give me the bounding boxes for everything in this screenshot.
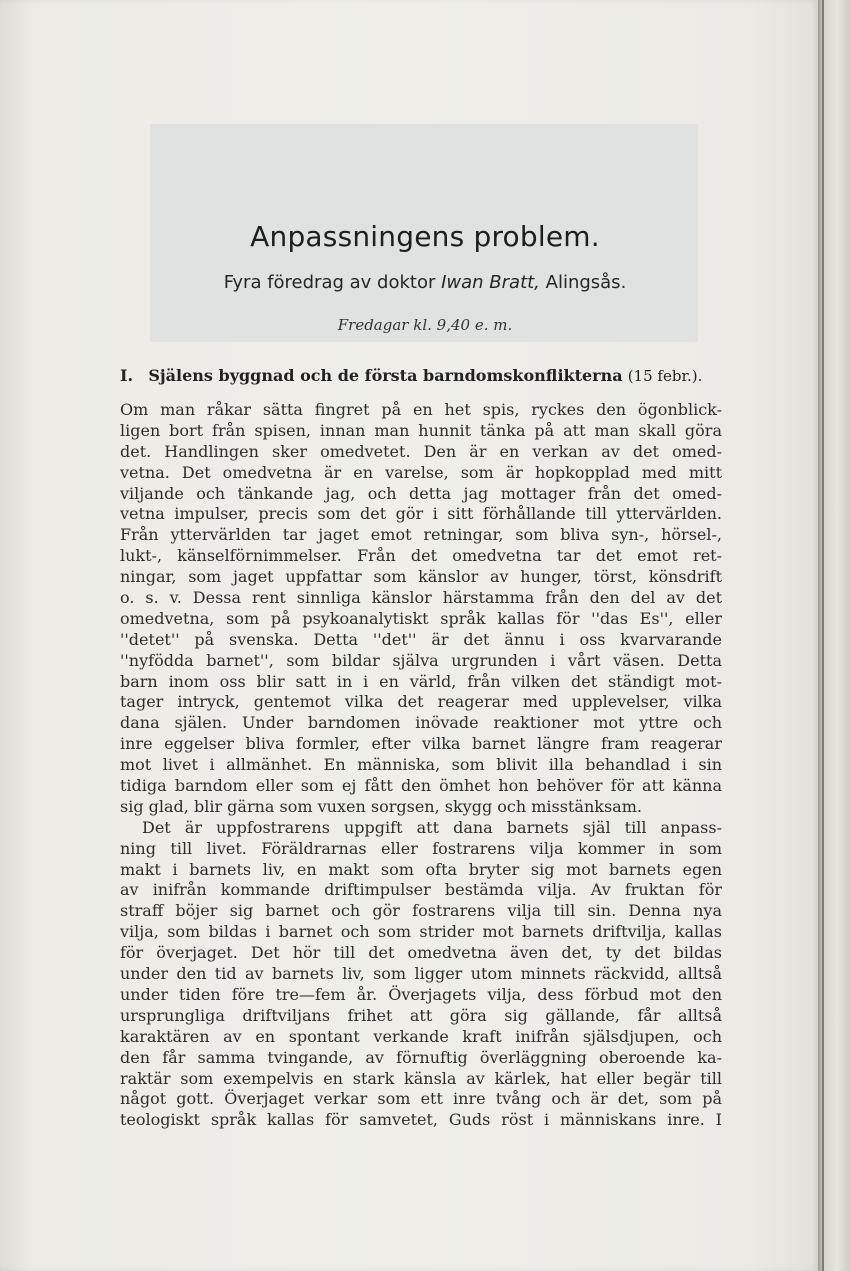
text-line: av inifrån kommande driftimpulser bestämda vilja. Av fruktan för — [120, 880, 722, 900]
text-line: tager intryck, gentemot vilka det reagerar med upplevelser, vilka — [120, 692, 722, 712]
text-line: mot livet i allmänhet. En människa, som blivit illa behandlad i sin — [120, 755, 722, 775]
text-line: o. s. v. Dessa rent sinnliga känslor härstamma från den del av det — [120, 588, 722, 608]
text-line: viljande och tänkande jag, och detta jag mottager från det omed- — [120, 483, 722, 503]
text-line: den får samma tvingande, av förnuftig överläggning oberoende ka- — [120, 1047, 722, 1067]
text-line: för överjaget. Det hör till det omedvetna även det, ty det bildas — [120, 943, 722, 963]
text-line: lukt-, känselförnimmelser. Från det omedvetna tar det emot ret- — [120, 546, 722, 566]
text-line: straff böjer sig barnet och gör fostrarens vilja till sin. Denna nya — [120, 901, 722, 921]
text-line: sig glad, blir gärna som vuxen sorgsen, skygg och misstänksam. — [120, 796, 642, 816]
section-heading — [120, 366, 730, 385]
text-line: Om man råkar sätta fingret på en het spis, ryckes den ögonblick- — [120, 400, 722, 419]
text-line: ning till livet. Föräldrarnas eller fostrarens vilja kommer in som — [120, 838, 722, 858]
subtitle-place: Alingsås. — [539, 272, 627, 293]
text-line: något gott. Överjaget verkar som ett inre tvång och är det, som på — [120, 1089, 722, 1109]
text-line: ursprungliga driftviljans frihet att göra sig gällande, får alltså — [120, 1005, 722, 1025]
paragraph — [120, 818, 722, 1131]
text-line: ''nyfödda barnet'', som bildar själva urgrunden i vårt väsen. Detta — [120, 650, 722, 670]
text-line: ''detet'' på svenska. Detta ''det'' är det ännu i oss kvarvarande — [120, 629, 722, 649]
text-line: tidiga barndom eller som ej fått den ömhet hon behöver för att känna — [120, 776, 722, 796]
paragraphs — [120, 400, 722, 1131]
text-line: teologiskt språk kallas för samvetet, Guds röst i människans inre. I — [120, 1110, 722, 1130]
text-line: Det är uppfostrarens uppgift att dana barnets själ till anpass- — [142, 817, 722, 837]
text-line: Från yttervärlden tar jaget emot retningar, som bliva syn-, hörsel-, — [120, 525, 722, 545]
section-date: (15 febr.). — [627, 367, 703, 385]
text-line: ningar, som jaget uppfattar som känslor av hunger, törst, könsdrift — [120, 567, 722, 587]
author-name: Iwan Bratt, — [441, 272, 540, 293]
page-title: Anpassningens problem. — [250, 220, 600, 253]
text-line: under tiden före tre—fem år. Överjagets vilja, dess förbud mot den — [120, 984, 722, 1004]
text-line: inre eggelser bliva formler, efter vilka barnet längre fram reagerar — [120, 734, 722, 754]
text-line: barn inom oss blir satt in i en värld, från vilken det ständigt mot- — [120, 671, 722, 691]
text-line: karaktären av en spontant verkande kraft inifrån själsdjupen, och — [120, 1026, 722, 1046]
text-line: vetna impulser, precis som det gör i sitt förhållande till yttervärlden. — [120, 504, 722, 524]
text-line: makt i barnets liv, en makt som ofta bryter sig mot barnets egen — [120, 859, 722, 879]
text-line: omedvetna, som på psykoanalytiskt språk kallas för ''das Es'', eller — [120, 608, 722, 628]
paragraph — [120, 400, 722, 818]
subtitle-prefix: Fyra föredrag av doktor — [223, 272, 442, 293]
text-line: dana själen. Under barndomen inövade reaktioner mot yttre och — [120, 713, 722, 733]
section-number: I. — [120, 366, 134, 385]
text-line: under den tid av barnets liv, som ligger utom minnets räckvidd, alltså — [120, 964, 722, 984]
page-fold-line — [822, 0, 824, 1271]
subtitle — [120, 272, 730, 293]
text-line: raktär som exempelvis en stark känsla av kärlek, hat eller begär till — [120, 1068, 722, 1088]
body-text — [120, 400, 722, 1131]
schedule-line: Fredagar kl. 9,40 e. m. — [337, 316, 513, 334]
section-title: Själens byggnad och de första barndomskonflikterna — [148, 366, 623, 385]
text-line: vetna. Det omedvetna är en varelse, som är hopkopplad med mitt — [120, 462, 722, 482]
text-line: ligen bort från spisen, innan man hunnit tänka på att man skall göra — [120, 420, 722, 440]
text-line: vilja, som bildas i barnet och som strider mot barnets driftvilja, kallas — [120, 922, 722, 942]
text-line: det. Handlingen sker omedvetet. Den är en verkan av det omed- — [120, 441, 722, 461]
